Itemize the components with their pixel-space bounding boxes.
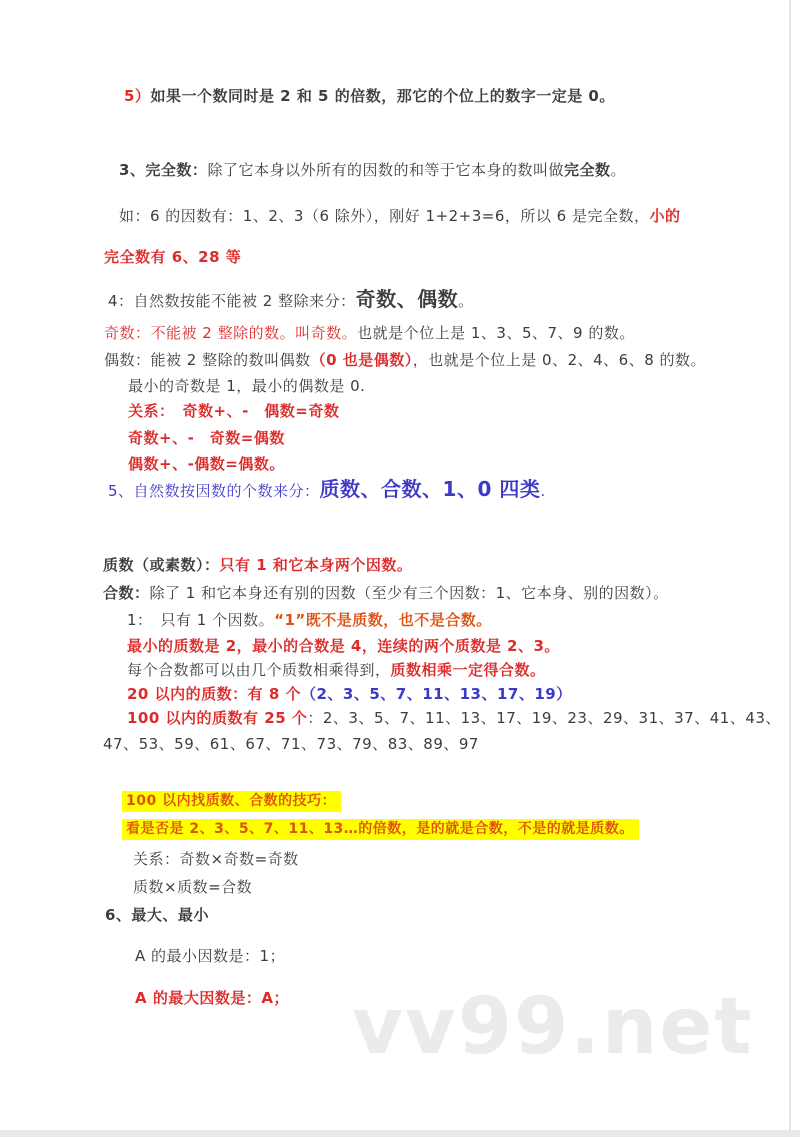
- highlighted-text: 100 以内找质数、合数的技巧：: [122, 791, 341, 812]
- term-emphasis: 奇数、偶数: [355, 287, 459, 311]
- red-emphasis: （0 也是偶数）: [310, 351, 413, 369]
- primes-within-100: [127, 708, 781, 730]
- text-segment: 最小的奇数是 1，最小的偶数是 0.: [128, 377, 366, 395]
- one-is-neither: [127, 610, 492, 632]
- text-segment: 除了 1 和它本身还有别的因数（至少有三个因数：1、它本身、别的因数）。: [149, 584, 669, 602]
- section-max-min: [105, 905, 209, 927]
- text-segment: 4：自然数按能不能被 2 整除来分：: [108, 292, 356, 310]
- red-label: 100 以内的质数有 25 个: [127, 709, 308, 727]
- smallest-prime-composite: [127, 636, 560, 658]
- watermark: vv99.net: [352, 982, 754, 1072]
- classification-odd-even: [108, 285, 474, 314]
- primes-within-20: [127, 684, 572, 706]
- red-definition: 奇数：不能被 2 整除的数。叫奇数。: [104, 324, 358, 342]
- red-definition: 只有 1 和它本身两个因数。: [219, 556, 413, 574]
- term-emphasis: 质数、合数、1、0 四类: [319, 477, 541, 501]
- technique-body-highlight: [122, 819, 639, 839]
- relation-prime-times-prime: [133, 877, 252, 899]
- text-segment: ，也就是个位上是 0、2、4、6、8 的数。: [412, 351, 707, 369]
- relation-odd-plus-even: [128, 401, 339, 423]
- text-segment: 除了它本身以外所有的因数的和等于它本身的数叫做: [207, 161, 564, 179]
- page-right-edge: [789, 0, 791, 1131]
- text-segment: 最小的质数是 2，最小的合数是 4，连续的两个质数是 2、3。: [127, 637, 560, 655]
- prime-definition: [103, 555, 412, 577]
- even-number-definition: [104, 350, 706, 372]
- text-segment: 关系： 奇数+、- 偶数=奇数: [128, 402, 340, 420]
- perfect-number-example-cont: [104, 247, 241, 269]
- text-segment: 质数×质数=合数: [133, 878, 253, 896]
- perfect-number-definition: [119, 160, 626, 182]
- text-segment: 完全数有 6、28 等: [104, 248, 242, 266]
- text-segment: 偶数：能被 2 整除的数叫偶数: [104, 351, 311, 369]
- text-segment: 奇数+、- 奇数=偶数: [128, 429, 285, 447]
- text-segment: 也就是个位上是 1、3、5、7、9 的数。: [357, 324, 635, 342]
- text-segment: 每个合数都可以由几个质数相乘得到，: [127, 661, 391, 679]
- prime-list-100: ：2、3、5、7、11、13、17、19、23、29、31、37、41、43、: [307, 709, 781, 727]
- text-segment: A 的最大因数是：A；: [135, 989, 289, 1007]
- section-heading: 6、最大、最小: [105, 906, 209, 924]
- relation-even-plus-even: [128, 454, 285, 476]
- smallest-factor-of-a: [135, 946, 285, 968]
- relation-odd-times-odd: [133, 849, 299, 871]
- text-segment: 5、自然数按因数的个数来分：: [108, 482, 320, 500]
- term-label: 合数：: [103, 584, 150, 602]
- text-segment: 。: [458, 292, 474, 310]
- text-segment: 如：6 的因数有：1、2、3（6 除外），刚好 1+2+3=6，所以 6 是完全数，: [119, 207, 650, 225]
- list-number: 5）: [124, 87, 151, 105]
- composite-product-of-primes: [127, 660, 546, 682]
- highlighted-text: 看是否是 2、3、5、7、11、13…的倍数，是的就是合数，不是的就是质数。: [122, 819, 639, 840]
- prime-list-20: （2、3、5、7、11、13、17、19）: [300, 685, 572, 703]
- text-segment: 偶数+、-偶数=偶数。: [128, 455, 285, 473]
- red-label: 20 以内的质数：有 8 个: [127, 685, 301, 703]
- text-segment: A 的最小因数是：1；: [135, 947, 286, 965]
- prime-list-100-cont: 47、53、59、61、67、71、73、79、83、89、97: [103, 735, 479, 753]
- technique-title-highlight: [122, 791, 341, 811]
- composite-definition: [103, 583, 669, 605]
- perfect-number-example: [119, 206, 681, 228]
- text-segment: 关系：奇数×奇数=奇数: [133, 850, 299, 868]
- term-label: 3、完全数：: [119, 161, 208, 179]
- rule-multiple-of-2-and-5: [124, 86, 615, 108]
- red-emphasis: 质数相乘一定得合数。: [390, 661, 546, 679]
- red-emphasis: 小的: [649, 207, 681, 225]
- text-segment: 如果一个数同时是 2 和 5 的倍数，那它的个位上的数字一定是 0。: [150, 87, 615, 105]
- primes-within-100-cont: [103, 734, 479, 756]
- page-bottom-edge: [0, 1130, 800, 1137]
- text-segment: .: [540, 482, 546, 500]
- orange-emphasis: “1”既不是质数，也不是合数。: [274, 611, 492, 629]
- text-segment: 。: [610, 161, 626, 179]
- largest-factor-of-a: [135, 988, 289, 1010]
- relation-odd-plus-odd: [128, 428, 285, 450]
- text-segment: 1： 只有 1 个因数。: [127, 611, 275, 629]
- smallest-odd-even: [128, 376, 365, 398]
- odd-number-definition: [104, 323, 635, 345]
- term-label: 质数（或素数）：: [103, 556, 220, 574]
- term-emphasis: 完全数: [563, 161, 611, 179]
- classification-by-factor-count: [108, 475, 546, 504]
